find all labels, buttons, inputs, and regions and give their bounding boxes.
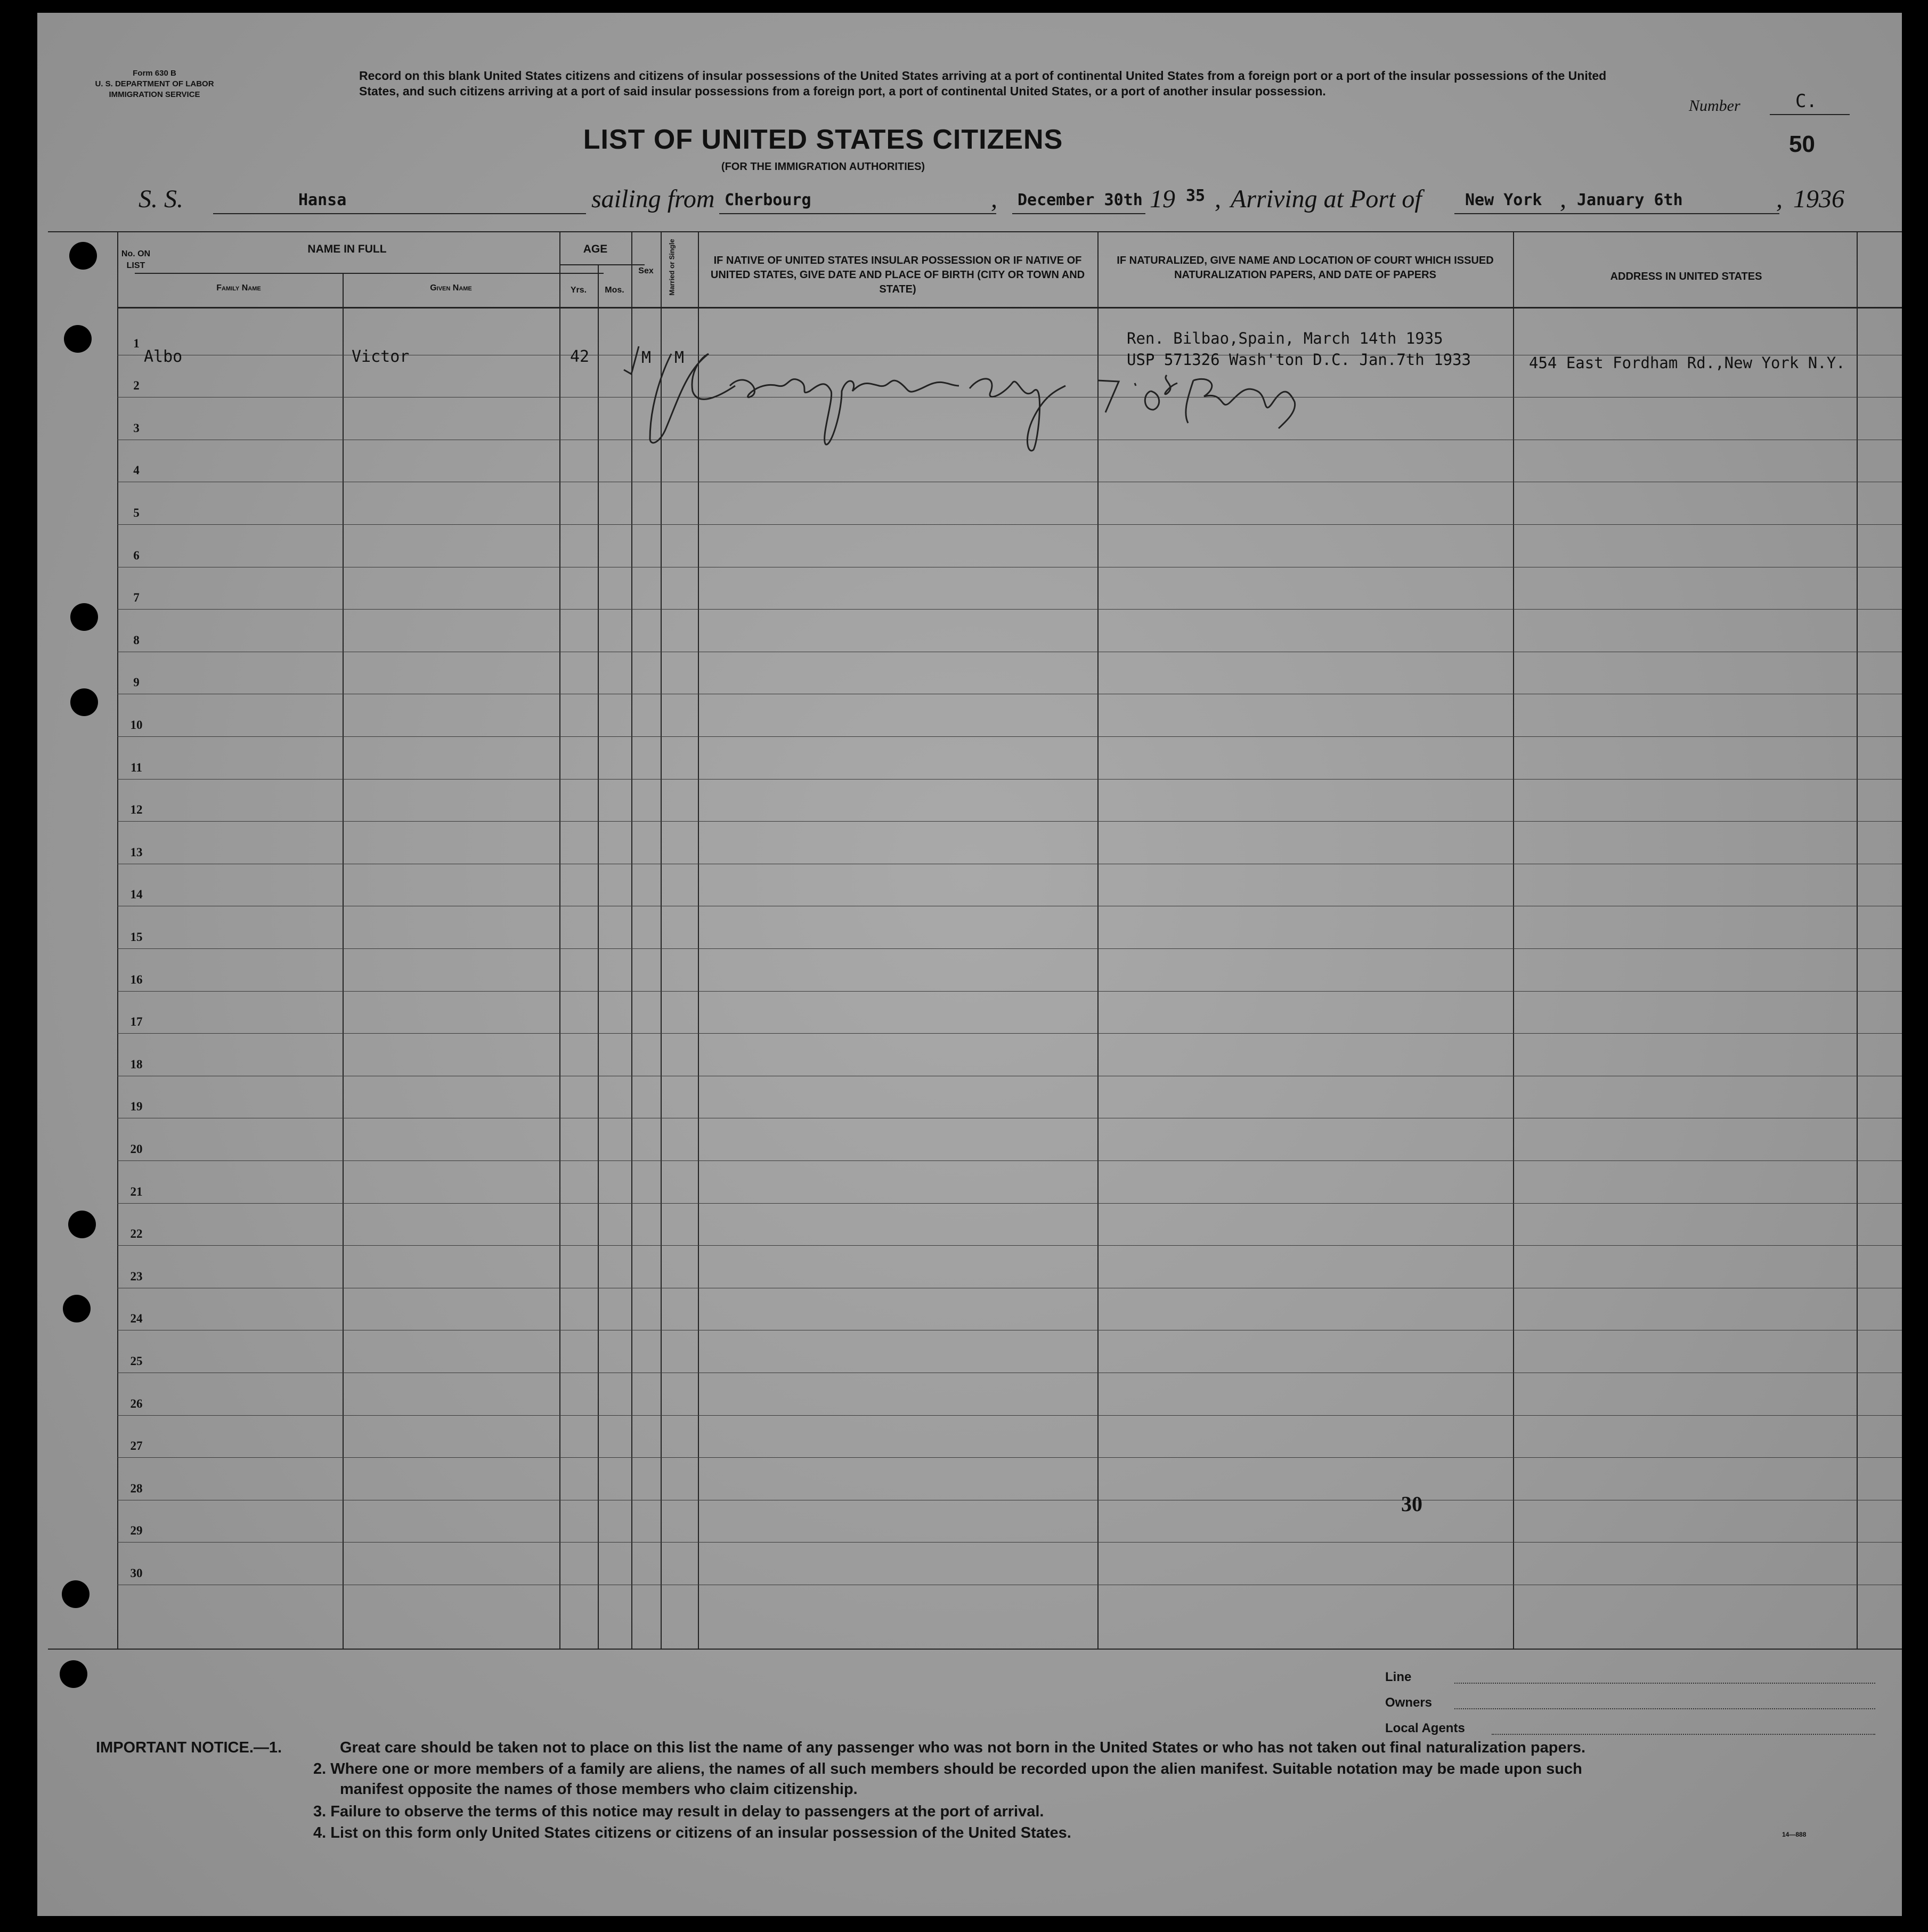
row-number: 16 [130,973,143,986]
footer-line-label: Line [1385,1670,1412,1684]
footer-agents-rule [1492,1734,1875,1735]
row-number: 21 [130,1185,143,1198]
entry-naturalized-line1: Ren. Bilbao,Spain, March 14th 1935 [1127,329,1443,347]
row-number: 30 [130,1566,143,1580]
row-number: 4 [133,464,140,477]
col-line-given [559,231,560,1649]
punch-hole [70,603,98,631]
row-number: 7 [133,591,140,604]
table-bottom-border [48,1649,1902,1650]
row-number: 23 [130,1270,143,1283]
row-number: 18 [130,1058,143,1071]
entry-family-name: Albo [144,347,183,366]
row-rule [117,1203,1902,1204]
col-line-no [117,231,118,1649]
footer-line-rule [1454,1683,1875,1684]
row-rule [117,1033,1902,1034]
row-rule [117,991,1902,992]
punch-hole [68,1211,96,1238]
arrival-date: January 6th [1577,191,1683,209]
entry-address: 454 East Fordham Rd.,New York N.Y. [1529,354,1845,372]
row-number: 17 [130,1015,143,1028]
header-family-name: Family Name [216,283,261,293]
row-number: 20 [130,1142,143,1156]
row-number: 22 [130,1227,143,1240]
row-number: 26 [130,1397,143,1410]
row-number: 9 [133,676,140,689]
row-number: 27 [130,1439,143,1452]
comma: , [991,185,997,213]
arriving-label: Arriving at Port of [1231,185,1422,213]
row-number: 12 [130,803,143,816]
row-rule [117,524,1902,525]
form-title: LIST OF UNITED STATES CITIZENS [583,124,1063,155]
col-line-address [1857,231,1858,1649]
col-line-naturalized [1513,231,1514,1649]
entry-age-years: 42 [570,347,590,366]
form-subtitle: (FOR THE IMMIGRATION AUTHORITIES) [721,161,925,173]
row-number: 2 [133,379,140,392]
row-rule [117,1457,1902,1458]
punch-hole [69,242,97,270]
punch-hole [63,1295,91,1322]
entry-marital-status: M [674,348,685,367]
row-number: 8 [133,634,140,647]
form-identifier [85,68,224,100]
header-no: No. ON LIST [121,249,151,270]
number-label: Number [1689,97,1740,115]
punch-hole [64,325,92,353]
header-given-name: Given Name [430,283,472,293]
ship-line [213,213,586,214]
print-code: 14—888 [1782,1831,1807,1838]
punch-hole [60,1660,87,1688]
header-name-in-full: NAME IN FULL [307,243,387,255]
row-number: 6 [133,549,140,562]
header-married: Married or Single [668,239,676,296]
page-number: 50 [1789,131,1815,157]
notice-title: IMPORTANT NOTICE.—1. [96,1739,282,1756]
header-mos: Mos. [605,286,624,295]
row-number: 19 [130,1100,143,1113]
name-header-rule [135,273,604,274]
header-native: IF NATIVE OF UNITED STATES INSULAR POSSESSION OR IF NATIVE OF UNITED STATES, GIVE DATE AND PLACE OF BIRTH (CITY OR TOWN AND STATE) [710,255,1085,295]
arrival-year: 1936 [1793,185,1844,213]
row-rule [117,609,1902,610]
col-line-yrs [598,264,599,1649]
table-top-border [48,231,1902,232]
inspector-signature [629,332,1321,455]
departure-date: December 30th [1018,191,1143,209]
punch-hole [70,688,98,716]
notice-item-3: 3. Failure to observe the terms of this notice may result in delay to passengers at the port of arrival. [313,1803,1044,1820]
footer-agents-label: Local Agents [1385,1721,1465,1735]
date-line [1012,213,1145,214]
row-number: 28 [130,1482,143,1495]
header-age: AGE [583,243,608,255]
row-number: 13 [130,846,143,859]
notice-item-2: 2. Where one or more members of a family are aliens, the names of all such members should be recorded upon the alien manifest. Suitable notation may be made upon such [313,1760,1582,1777]
row-number: 29 [130,1524,143,1537]
header-bottom-border [117,307,1902,309]
row-number: 11 [131,761,142,774]
row-rule [117,736,1902,737]
arriving-label-prefix: , [1215,185,1221,213]
manifest-sheet [37,13,1902,1916]
stamp-number: 30 [1401,1492,1422,1516]
department-name: U. S. DEPARTMENT OF LABOR [95,79,214,88]
header-address: ADDRESS IN UNITED STATES [1610,271,1762,282]
entry-given-name: Victor [352,347,410,366]
header-yrs: Yrs. [570,286,587,295]
row-number: 3 [133,421,140,435]
ss-label: S. S. [139,185,183,213]
entry-sex: M [641,348,652,367]
arrival-line [1454,213,1779,214]
notice-item-4: 4. List on this form only United States citizens or citizens of an insular possession of the United States. [313,1824,1071,1841]
row-number: 14 [130,888,143,901]
row-number: 24 [130,1312,143,1325]
departure-year-prefix: 19 [1150,185,1175,213]
row-rule [117,779,1902,780]
number-underline [1770,114,1850,115]
ship-name: Hansa [298,191,347,209]
row-rule [117,1415,1902,1416]
punch-hole [62,1580,90,1608]
row-number: 1 [133,337,140,350]
footer-owners-label: Owners [1385,1695,1433,1710]
row-number: 5 [133,506,140,519]
row-number: 15 [130,930,143,944]
notice-item-1: Great care should be taken not to place on this list the name of any passenger who was not born in the United States or who has not taken out final naturalization papers. [340,1739,1586,1756]
notice-item-2-cont: manifest opposite the names of those members who claim citizenship. [340,1781,858,1798]
sailing-from-label: sailing from [591,185,715,213]
arrival-port: New York [1465,191,1542,209]
header-naturalized: IF NATURALIZED, GIVE NAME AND LOCATION OF COURT WHICH ISSUED NATURALIZATION PAPERS, AND DATE OF PAPERS [1117,255,1494,281]
row-rule [117,1245,1902,1246]
row-rule [117,821,1902,822]
departure-year-suffix: 35 [1186,186,1206,205]
col-line-family [343,273,344,1649]
form-number: Form 630 B [133,69,176,78]
comma-2: , [1560,185,1566,213]
port-line [719,213,996,214]
entry-naturalized-line2: USP 571326 Wash'ton D.C. Jan.7th 1933 [1127,351,1471,369]
row-number: 10 [130,718,143,732]
row-rule [117,948,1902,949]
header-sex: Sex [638,266,654,275]
form-instructions: Record on this blank United States citizens and citizens of insular possessions of the United States arriving at a port of continental United States from a foreign port or a port of the insular possessions of the United States, and such citizens arriving at a port of said insular possessions from a foreign port, a port of continental United States, or a port of another insular possession. [359,69,1607,98]
row-number: 25 [130,1354,143,1368]
service-name: IMMIGRATION SERVICE [109,90,200,99]
departure-port: Cherbourg [725,191,811,209]
comma-3: , [1776,185,1783,213]
footer-owners-rule [1454,1708,1875,1709]
row-rule [117,1160,1902,1161]
number-value: C. [1795,91,1817,112]
row-rule [117,1542,1902,1543]
